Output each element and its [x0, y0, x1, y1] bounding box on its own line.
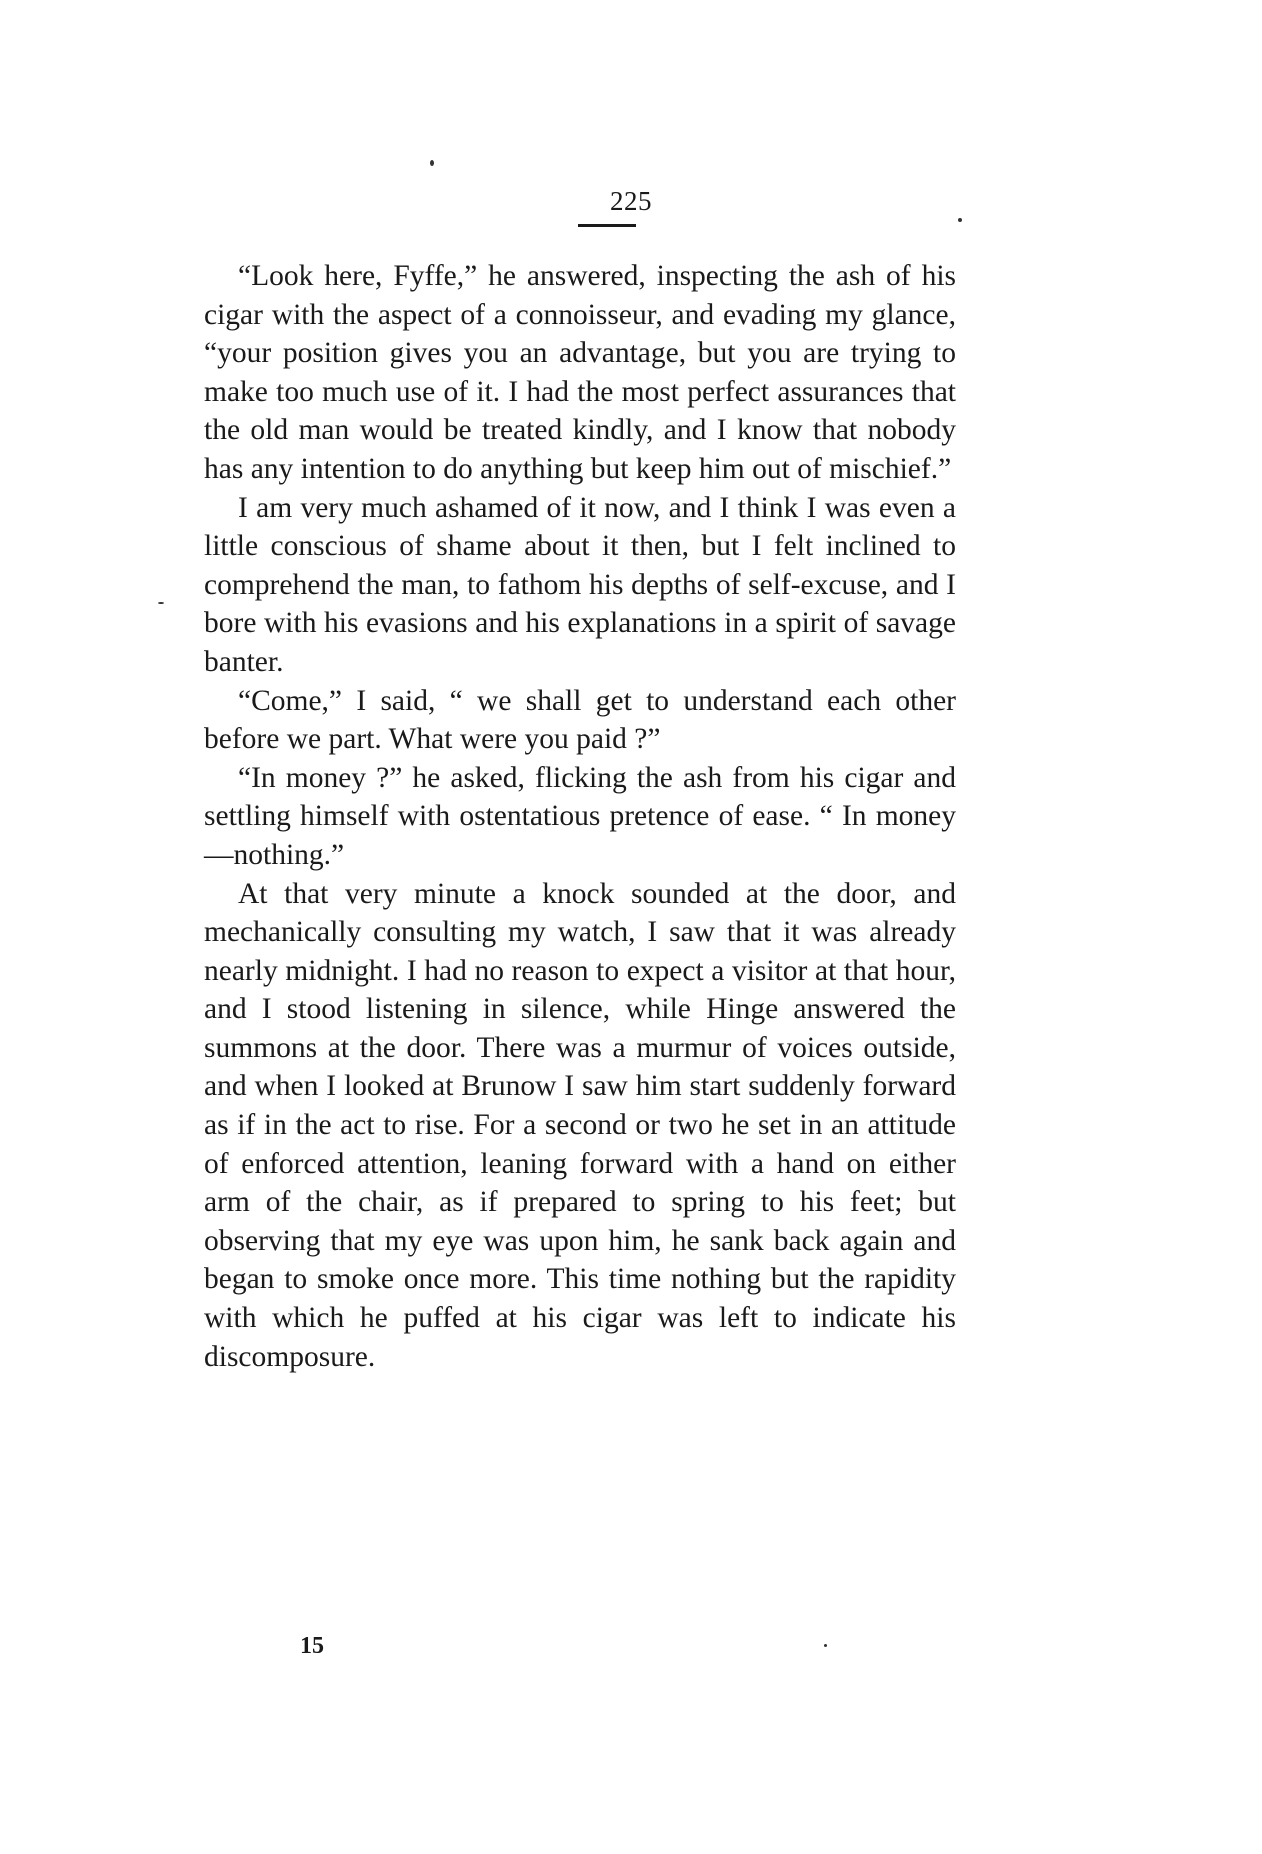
paragraph: “Come,” I said, “ we shall get to understand each other before we part. What were you paid ?”: [204, 684, 956, 756]
paragraph: I am very much ashamed of it now, and I think I was even a little conscious of shame about it then, but I felt inclined to comprehend the man, to fathom his depths of self-excuse, and I bore with his evasions and his explanations in a spirit of savage banter.: [204, 491, 956, 678]
ink-speck: [824, 1644, 827, 1647]
paragraph: “Look here, Fyffe,” he answered, inspecting the ash of his cigar with the aspect of a connoisseur, and evading my glance, “your position gives you an advantage, but you are trying to make too much use of it. I had the most perfect assurances that the old man would be treated kindly, and I know that nobody has any intention to do anything but keep him out of mischief.”: [204, 260, 956, 485]
paragraph: “In money ?” he asked, flicking the ash from his cigar and settling himself with ostentatious pretence of ease. “ In money—nothing.”: [204, 761, 956, 871]
ink-speck: [430, 160, 434, 166]
signature-mark: 15: [300, 1633, 324, 1659]
page-number-rule: [578, 224, 636, 227]
paragraph: At that very minute a knock sounded at the door, and mechanically consulting my watch, I saw that it was already nearly midnight. I had no reason to expect a visitor at that hour, and I stood listening in silence, while Hinge answered the summons at the door. There was a murmur of voices outside, and when I looked at Brunow I saw him start suddenly forward as if in the act to rise. For a second or two he set in an attitude of enforced attention, leaning forward with a hand on either arm of the chair, as if prepared to spring to his feet; but observing that my eye was upon him, he sank back again and began to smoke once more. This time nothing but the rapidity with which he puffed at his cigar was left to indicate his discomposure.: [204, 877, 956, 1373]
ink-speck: [958, 218, 962, 222]
ink-speck: [158, 602, 164, 604]
page-number: 225: [610, 186, 652, 216]
body-text: [204, 257, 956, 1376]
